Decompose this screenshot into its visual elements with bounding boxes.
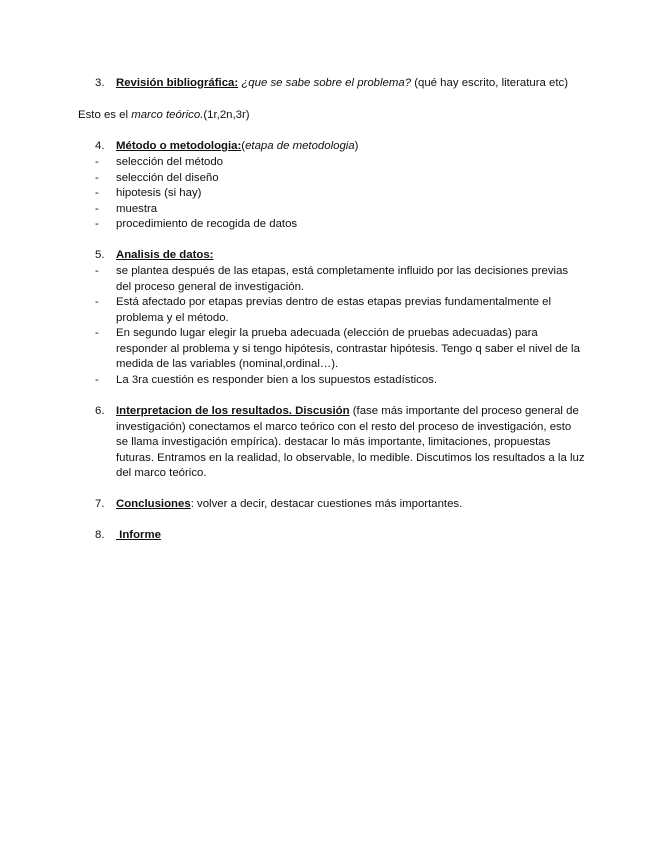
list-dash: - [95, 327, 99, 339]
list-item-text: En segundo lugar elegir la prueba adecuada (elección de pruebas adecuadas) para responder al problema y si tengo hipótesis, contrastar hipótesis. Tengo q saber el nivel de la medida de las variables (nominal,ordinal…). [116, 327, 580, 371]
section-heading: Interpretacion de los resultados. Discusión [116, 405, 350, 417]
list-item-text: selección del método [116, 156, 224, 168]
marco-teorico-note [78, 108, 250, 124]
section-number: 5. [95, 249, 105, 261]
list-dash: - [95, 156, 99, 168]
note-italic: marco teórico. [131, 109, 204, 121]
section-heading: Informe [116, 529, 161, 541]
section-number: 4. [95, 140, 105, 152]
section-number: 8. [95, 529, 105, 541]
section-text: : volver a decir, destacar cuestiones más importantes. [190, 498, 463, 510]
list-item-text: muestra [116, 203, 158, 215]
section-body [116, 404, 586, 482]
list-item-text: procedimiento de recogida de datos [116, 218, 298, 230]
list-dash: - [95, 265, 99, 277]
section-body [116, 497, 586, 513]
section-heading: Revisión bibliográfica: [116, 77, 239, 89]
list-dash: - [95, 172, 99, 184]
section-body [116, 139, 586, 155]
section-heading: Analisis de datos: [116, 249, 214, 261]
section-number: 7. [95, 498, 105, 510]
list-dash: - [95, 187, 99, 199]
list-item-text: selección del diseño [116, 172, 219, 184]
section-text: (qué hay escrito, literatura etc) [414, 77, 569, 89]
paren-open: ( [241, 140, 246, 152]
section-number: 3. [95, 77, 105, 89]
section-heading: Método o metodologia: [116, 140, 242, 152]
section-body [116, 528, 586, 544]
list-item-text: hipotesis (si hay) [116, 187, 202, 199]
note-suffix: (1r,2n,3r) [203, 109, 250, 121]
list-item-text: Está afectado por etapas previas dentro de estas etapas previas fundamentalmente el problema y el método. [116, 296, 552, 324]
list-item-text: se plantea después de las etapas, está completamente influido por las decisiones previas del proceso general de investigación. [116, 265, 569, 293]
section-body [116, 248, 586, 264]
list-dash: - [95, 296, 99, 308]
note-prefix: Esto es el [78, 109, 129, 121]
list-dash: - [95, 218, 99, 230]
paren-close: ) [354, 140, 359, 152]
section-body [116, 76, 586, 92]
list-dash: - [95, 374, 99, 386]
section-question: ¿que se sabe sobre el problema? [241, 77, 412, 89]
section-heading: Conclusiones [116, 498, 191, 510]
section-text: (fase más importante del proceso general de investigación) conectamos el marco teórico con el resto del proceso de investigación, esto se llama investigación empírica). destacar lo más importante, limitaciones, propuestas futuras. Entramos en la realidad, lo observable, lo medible. Discutimos los resultados a la luz del marco teórico. [116, 405, 585, 480]
section-number: 6. [95, 405, 105, 417]
list-dash: - [95, 203, 99, 215]
list-item-text: La 3ra cuestión es responder bien a los supuestos estadísticos. [116, 374, 438, 386]
section-italic: etapa de metodologia [245, 140, 355, 152]
